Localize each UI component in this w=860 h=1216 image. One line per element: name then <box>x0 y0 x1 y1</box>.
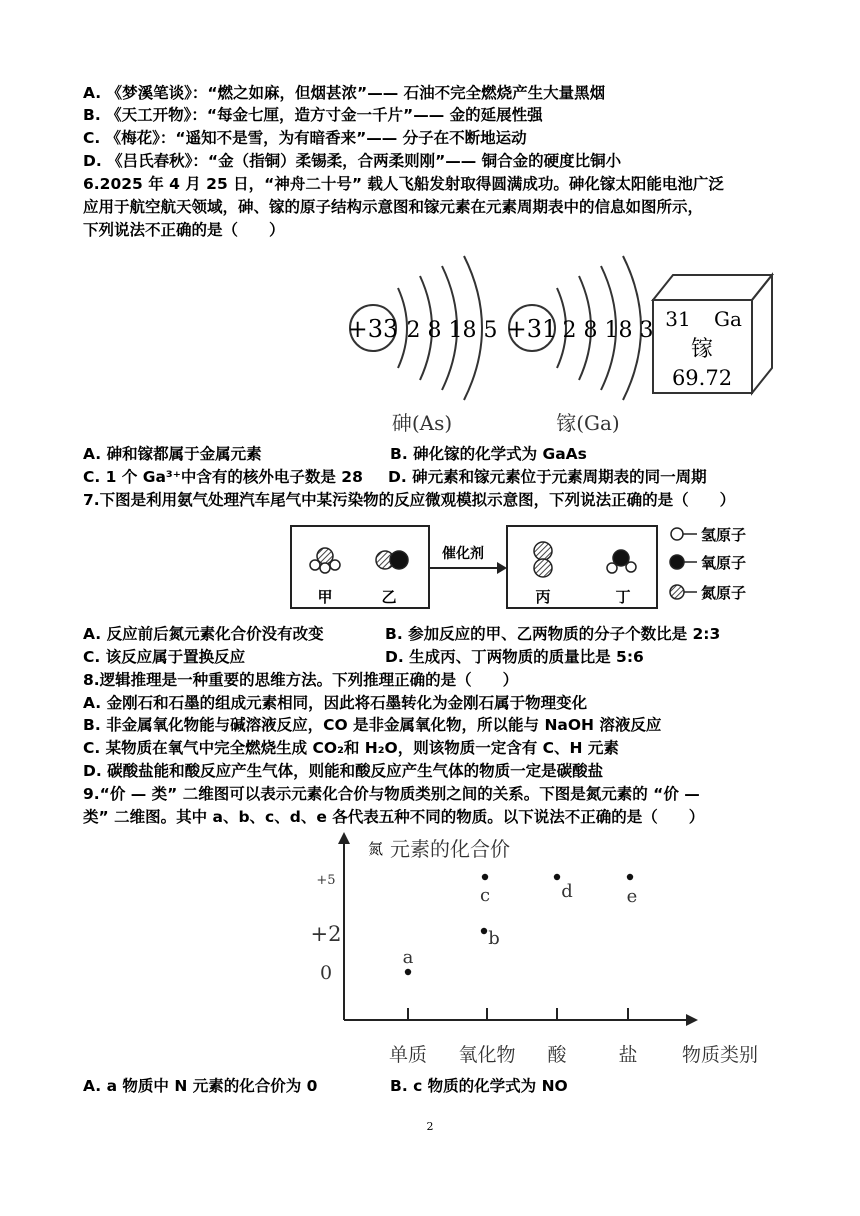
ga-electron-shells: 2 8 18 3 <box>562 318 654 343</box>
x-tick-label: 单质 <box>388 1044 428 1066</box>
label-ding: 丁 <box>615 588 631 606</box>
jia-molecule <box>310 548 340 573</box>
x-tick-label: 酸 <box>547 1044 567 1066</box>
y-axis-arrow <box>338 832 350 844</box>
q5-option-b: B. 《天工开物》：“每金七厘，造方寸金一千片”—— 金的延展性强 <box>83 106 543 124</box>
q6-stem-line3: 下列说法不正确的是（ ） <box>83 221 285 239</box>
legend-h-atom <box>671 528 683 540</box>
q6-option-d: D. 砷元素和镓元素位于元素周期表的同一周期 <box>388 468 707 486</box>
ga-nucleus-charge: +31 <box>506 315 558 343</box>
q7-option-b: B. 参加反应的甲、乙两物质的分子个数比是 2:3 <box>385 625 721 643</box>
q7-option-d: D. 生成丙、丁两物质的质量比是 5:6 <box>385 648 644 666</box>
legend-o-atom <box>670 555 684 569</box>
cell-side-face <box>752 275 772 393</box>
x-axis-arrow <box>686 1014 698 1026</box>
data-point-label: b <box>488 928 500 949</box>
q8-option-b: B. 非金属氧化物能与碱溶液反应，CO 是非金属氧化物，所以能与 NaOH 溶液反应 <box>83 716 662 734</box>
legend-n-atom <box>670 585 684 599</box>
x-axis-label: 物质类别 <box>682 1044 759 1066</box>
data-point-c <box>482 874 488 880</box>
cell-name: 镓 <box>690 337 714 362</box>
q6-option-b: B. 砷化镓的化学式为 GaAs <box>390 445 587 463</box>
y-tick-label: +2 <box>310 922 342 946</box>
catalyst-label: 催化剂 <box>442 546 484 562</box>
q6-stem-line2: 应用于航空航天领域，砷、镓的原子结构示意图和镓元素在元素周期表中的信息如图所示， <box>83 198 704 216</box>
legend-n: 氮原子 <box>701 584 747 602</box>
data-point-d <box>554 874 560 880</box>
q7-option-c: C. 该反应属于置换反应 <box>83 648 246 666</box>
data-point-label: d <box>561 881 573 902</box>
q5-option-d: D. 《吕氏春秋》：“金（指铜）柔锡柔，合两柔则刚”—— 铜合金的硬度比铜小 <box>83 152 622 170</box>
q5-option-c: C. 《梅花》：“遥知不是雪，为有暗香来”—— 分子在不断地运动 <box>83 129 527 147</box>
cell-mass: 69.72 <box>671 366 733 390</box>
q8-option-a: A. 金刚石和石墨的组成元素相同，因此将石墨转化为金刚石属于物理变化 <box>83 694 588 712</box>
as-electron-shells: 2 8 18 5 <box>406 318 498 343</box>
x-tick-label: 氧化物 <box>458 1044 516 1066</box>
q6-stem-line1: 6.2025 年 4 月 25 日，“神舟二十号” 载人飞船发射取得圆满成功。砷化镓太阳能电池广泛 <box>83 175 724 193</box>
legend-h: 氢原子 <box>701 526 747 544</box>
as-nucleus-charge: +33 <box>347 315 399 343</box>
data-point-b <box>481 928 487 934</box>
cell-symbol: Ga <box>714 307 742 331</box>
q9-option-b: B. c 物质的化学式为 NO <box>390 1077 568 1095</box>
data-point-label: c <box>479 885 491 906</box>
y-tick-label: 0 <box>319 962 333 984</box>
q5-option-a: A. 《梦溪笔谈》：“燃之如麻，但烟甚浓”—— 石油不完全燃烧产生大量黑烟 <box>83 84 606 102</box>
atom-structure-figure <box>340 240 780 440</box>
label-jia: 甲 <box>317 588 333 606</box>
data-point-a <box>405 969 411 975</box>
yi-molecule <box>376 551 408 569</box>
legend-o: 氧原子 <box>701 554 747 572</box>
q8-option-c: C. 某物质在氧气中完全燃烧生成 CO₂和 H₂O，则该物质一定含有 C、H 元素 <box>83 739 619 757</box>
cell-atomic-number: 31 <box>665 307 691 331</box>
as-label: 砷(As) <box>391 411 453 435</box>
page-number: 2 <box>426 1120 434 1133</box>
y-tick-label: +5 <box>316 873 336 888</box>
q8-stem: 8.逻辑推理是一种重要的思维方法。下列推理正确的是（ ） <box>83 671 519 689</box>
valence-category-chart <box>290 828 790 1073</box>
label-bing: 丙 <box>535 588 551 606</box>
data-point-label: a <box>402 947 414 968</box>
label-yi: 乙 <box>381 588 397 606</box>
q6-option-c: C. 1 个 Ga³⁺中含有的核外电子数是 28 <box>83 468 363 486</box>
q9-stem-line1: 9.“价 — 类” 二维图可以表示元素化合价与物质类别之间的关系。下图是氮元素的 “价 — <box>83 785 700 803</box>
ding-molecule <box>607 550 636 573</box>
y-axis-label-prefix: 氮 <box>368 840 384 858</box>
q7-stem: 7.下图是利用氨气处理汽车尾气中某污染物的反应微观模拟示意图，下列说法正确的是（ ） <box>83 491 736 509</box>
x-tick-label: 盐 <box>618 1044 638 1066</box>
ga-label: 镓(Ga) <box>556 411 620 435</box>
data-point-label: e <box>626 886 638 907</box>
q7-option-a: A. 反应前后氮元素化合价没有改变 <box>83 625 324 643</box>
bing-molecule <box>534 542 552 577</box>
reaction-diagram <box>285 518 785 618</box>
q6-option-a: A. 砷和镓都属于金属元素 <box>83 445 262 463</box>
data-point-e <box>627 874 633 880</box>
q9-stem-line2: 类” 二维图。其中 a、b、c、d、e 各代表五种不同的物质。以下说法不正确的是（ ） <box>83 808 705 826</box>
q9-option-a: A. a 物质中 N 元素的化合价为 0 <box>83 1077 318 1095</box>
y-axis-label: 元素的化合价 <box>390 837 510 861</box>
q8-option-d: D. 碳酸盐能和酸反应产生气体，则能和酸反应产生气体的物质一定是碳酸盐 <box>83 762 604 780</box>
